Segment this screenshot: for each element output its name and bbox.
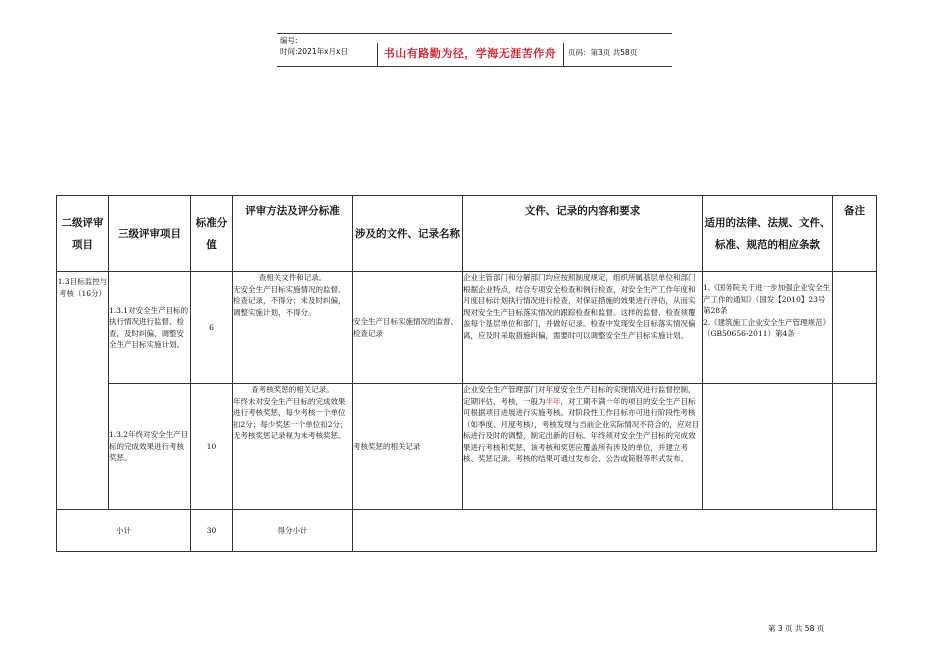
- method-body: 年终未对安全生产目标的完成效果进行考核奖惩，每少考核一个单位扣2分；每少奖惩一个单位扣2分；无考核奖惩记录视为未考核奖惩。: [233, 396, 348, 440]
- table-row: [57, 384, 877, 510]
- files-cell: 安全生产目标实施情况的监督、检查记录: [353, 272, 463, 384]
- header-level3: 三级评审项目: [109, 196, 191, 272]
- subtotal-label: 小计: [57, 510, 191, 552]
- header-separator: [563, 43, 564, 67]
- header-method: 评审方法及评分标准: [233, 196, 353, 272]
- method-cell: [233, 272, 353, 384]
- header-top-rule: [277, 33, 672, 34]
- content-highlight: 半年: [545, 396, 561, 406]
- laws-cell: 1.《国务院关于进一步加强企业安全生产工作的通知》（国发【2010】23号第28条 2.《建筑施工企业安全生产管理规范》（GB50656-2011）第4条: [703, 272, 833, 384]
- header-files: 涉及的文件、记录名称: [353, 196, 463, 272]
- header-bottom-rule: [277, 66, 672, 67]
- files-cell: 考核奖惩的相关记录: [353, 384, 463, 510]
- header-laws: 适用的法律、法规、文件、标准、规范的相应条款: [703, 196, 833, 272]
- header-page-info: 页码：第3页 共58页: [568, 48, 638, 57]
- level3-cell: 1.3.2年终对安全生产目标的完成效果进行考核奖惩。: [109, 384, 191, 510]
- page-header: [277, 33, 672, 67]
- remarks-cell: [833, 272, 877, 384]
- subtotal-empty: [353, 510, 877, 552]
- method-cell: [233, 384, 353, 510]
- header-motto: 书山有路勤为径，学海无涯苦作舟: [383, 47, 557, 60]
- time-label: 时间:2021年x月x日: [280, 47, 348, 56]
- laws-cell: [703, 384, 833, 510]
- method-title: 查考核奖惩的相关记录。: [251, 385, 334, 394]
- content-cell: 企业主管部门和分解部门均应按照制度规定，组织所属基层单位和部门根据企业特点，结合专项安全检查和例行检查，对安全生产工作年度和月度目标计划执行情况进行检查，对保证措施的效果进行评估，从而实现对安全生产目标落实情况的跟踪检查和监督。这样的监督、检查须覆盖每个基层单位和部门，并做好记录。检查中发现安全目标落实情况偏离，应及时采取措施纠偏，需要时可以调整安全生产目标实施计划。: [463, 272, 703, 384]
- subtotal-method: 得分小计: [233, 510, 353, 552]
- table-row: [57, 272, 877, 384]
- header-level2: 二级评审项目: [57, 196, 109, 272]
- doc-number-label: 编号:: [280, 36, 298, 45]
- method-title: 查相关文件和记录。: [258, 273, 327, 282]
- content-text: 企业安全生产管理部门对年度安全生产目标的实现情况进行监督控制，定期评估、考核，一般为: [463, 385, 696, 406]
- evaluation-table: [56, 195, 877, 552]
- header-left: [280, 35, 380, 57]
- content-text: ，对工期不满一年的项目的安全生产目标可根据项目进展进行实施考核。对阶段性工作目标亦可进行阶段性考核（如季度、月度考核），考核发现与当前企业实际情况不符合的，应对目标进行及时的调整，制定出新的目标。年终须对安全生产目标的完成效果进行考核和奖惩，该考核和奖惩应覆盖所有涉及的单位，并建立考核、奖惩记录。考核的结果可通过发布会、公告或简报等形式发布。: [463, 396, 700, 463]
- score-cell: 10: [191, 384, 233, 510]
- header-row: [57, 196, 877, 272]
- header-score: 标准分值: [191, 196, 233, 272]
- page-footer: 第 3 页 共 58 页: [768, 624, 825, 633]
- subtotal-row: [57, 510, 877, 552]
- level3-cell: 1.3.1对安全生产目标的执行情况进行监督、检查，及时纠偏，调整安全生产目标实施计划。: [109, 272, 191, 384]
- score-cell: 6: [191, 272, 233, 384]
- header-remarks: 备注: [833, 196, 877, 272]
- header-content: 文件、记录的内容和要求: [463, 196, 703, 272]
- subtotal-score: 30: [191, 510, 233, 552]
- level2-cell: 1.3目标监控与考核（16分）: [57, 272, 109, 510]
- method-body: 无安全生产目标实施情况的监督、检查记录，不得分；未及时纠偏，调整实施计划，不得分。: [233, 284, 346, 317]
- content-cell: [463, 384, 703, 510]
- remarks-cell: [833, 384, 877, 510]
